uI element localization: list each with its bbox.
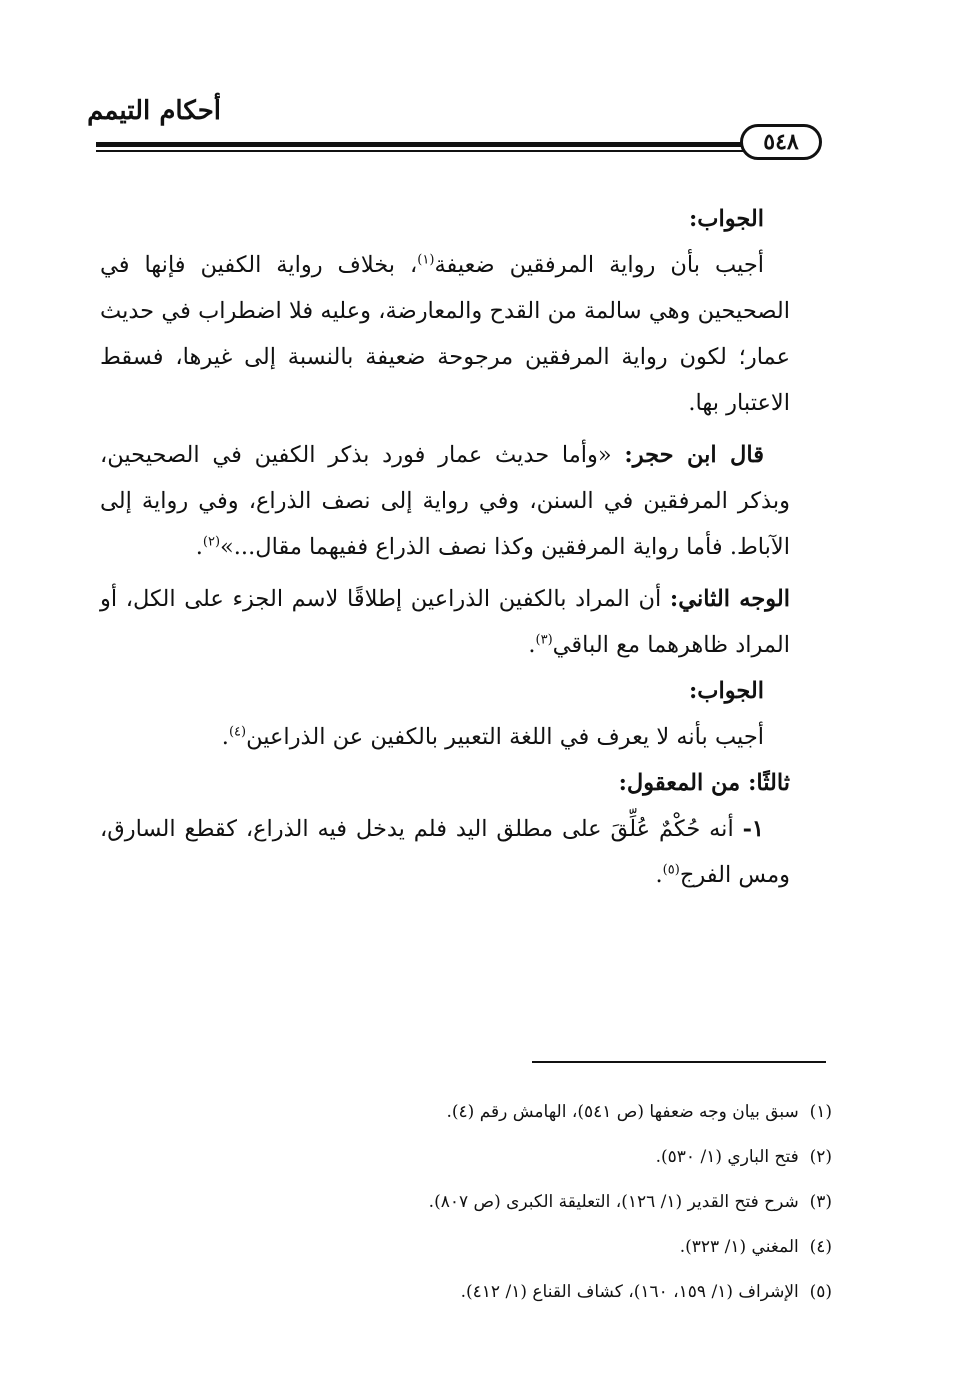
footnote-number: (٤) (809, 1237, 832, 1257)
footnote-text: فتح الباري (١/ ٥٣٠). (655, 1147, 799, 1167)
footnote-separator (532, 1061, 826, 1063)
section-heading: ثالثًا: من المعقول: (618, 770, 790, 796)
footnote (150, 1225, 832, 1270)
footnote-text: المغني (١/ ٣٢٣). (679, 1237, 799, 1257)
list-item (100, 806, 790, 898)
paragraph (100, 242, 790, 426)
paragraph-end: . (528, 632, 536, 658)
paragraph (100, 714, 790, 760)
header-rule (96, 142, 748, 147)
footnote-number: (١) (809, 1102, 832, 1122)
list-item-number: ١- (742, 816, 764, 842)
answer-heading: الجواب: (689, 678, 764, 704)
footnote-number: (٢) (809, 1147, 832, 1167)
footnote-ref: (٤) (228, 724, 247, 740)
footnote-text: شرح فتح القدير (١/ ١٢٦)، التعليقة الكبرى (ص ٨٠٧). (428, 1192, 799, 1212)
answer-heading: الجواب: (689, 206, 764, 232)
footnote (150, 1270, 832, 1315)
paragraph-end: . (195, 534, 203, 560)
footnote-ref: (٣) (535, 632, 553, 648)
footnote-text: سبق بيان وجه ضعفها (ص ٥٤١)، الهامش رقم (٤). (446, 1102, 799, 1122)
running-title: أحكام التيمم (87, 96, 221, 126)
list-item-text: أنه حُكْمٌ عُلِّقَ على مطلق اليد فلم يدخل فيه الذراع، كقطع السارق، ومس الفرج (100, 816, 790, 888)
footnote-number: (٥) (809, 1282, 832, 1302)
paragraph-lead: قال ابن حجر: (624, 442, 764, 468)
paragraph-text: ، بخلاف رواية الكفين فإنها في الصحيحين وهي سالمة من القدح والمعارضة، وعليه فلا اضطراب في حديث عمار؛ لكون رواية المرفقين مرجوحة ضعيفة بالنسبة إلى غيرها، فسقط الاعتبار بها. (100, 252, 790, 416)
paragraph-text: أجيب بأن رواية المرفقين ضعيفة (434, 252, 764, 278)
paragraph (100, 576, 790, 668)
paragraph-end: . (221, 724, 229, 750)
footnote-text: الإشراف (١/ ١٥٩، ١٦٠)، كشاف القناع (١/ ٤١٢). (460, 1282, 799, 1302)
footnote-ref: (٢) (202, 534, 221, 550)
footnote (150, 1090, 832, 1135)
footnotes (150, 1090, 832, 1315)
paragraph-lead: الوجه الثاني: (669, 586, 790, 612)
footnote (150, 1135, 832, 1180)
paragraph-text: أجيب بأنه لا يعرف في اللغة التعبير بالكفين عن الذراعين (246, 724, 764, 750)
footnote-ref: (٥) (662, 862, 680, 878)
footnote (150, 1180, 832, 1225)
paragraph-text: «وأما حديث عمار فورد بذكر الكفين في الصحيحين، وبذكر المرفقين في السنن، وفي رواية إلى نصف الذراع، وفي رواية إلى الآباط. فأما رواية المرفقين وكذا نصف الذراع ففيهما مقال...» (100, 442, 790, 560)
footnote-number: (٣) (809, 1192, 832, 1212)
footnote-ref: (١) (417, 252, 435, 268)
list-item-end: . (655, 862, 663, 888)
body-text (100, 196, 790, 898)
header-rule-thin (96, 150, 748, 152)
paragraph-text: أن المراد بالكفين الذراعين إطلاقًا لاسم الجزء على الكل، أو المراد ظاهرهما مع الباقي (100, 586, 790, 658)
page-number: ٥٤٨ (740, 124, 822, 160)
paragraph (100, 432, 790, 570)
